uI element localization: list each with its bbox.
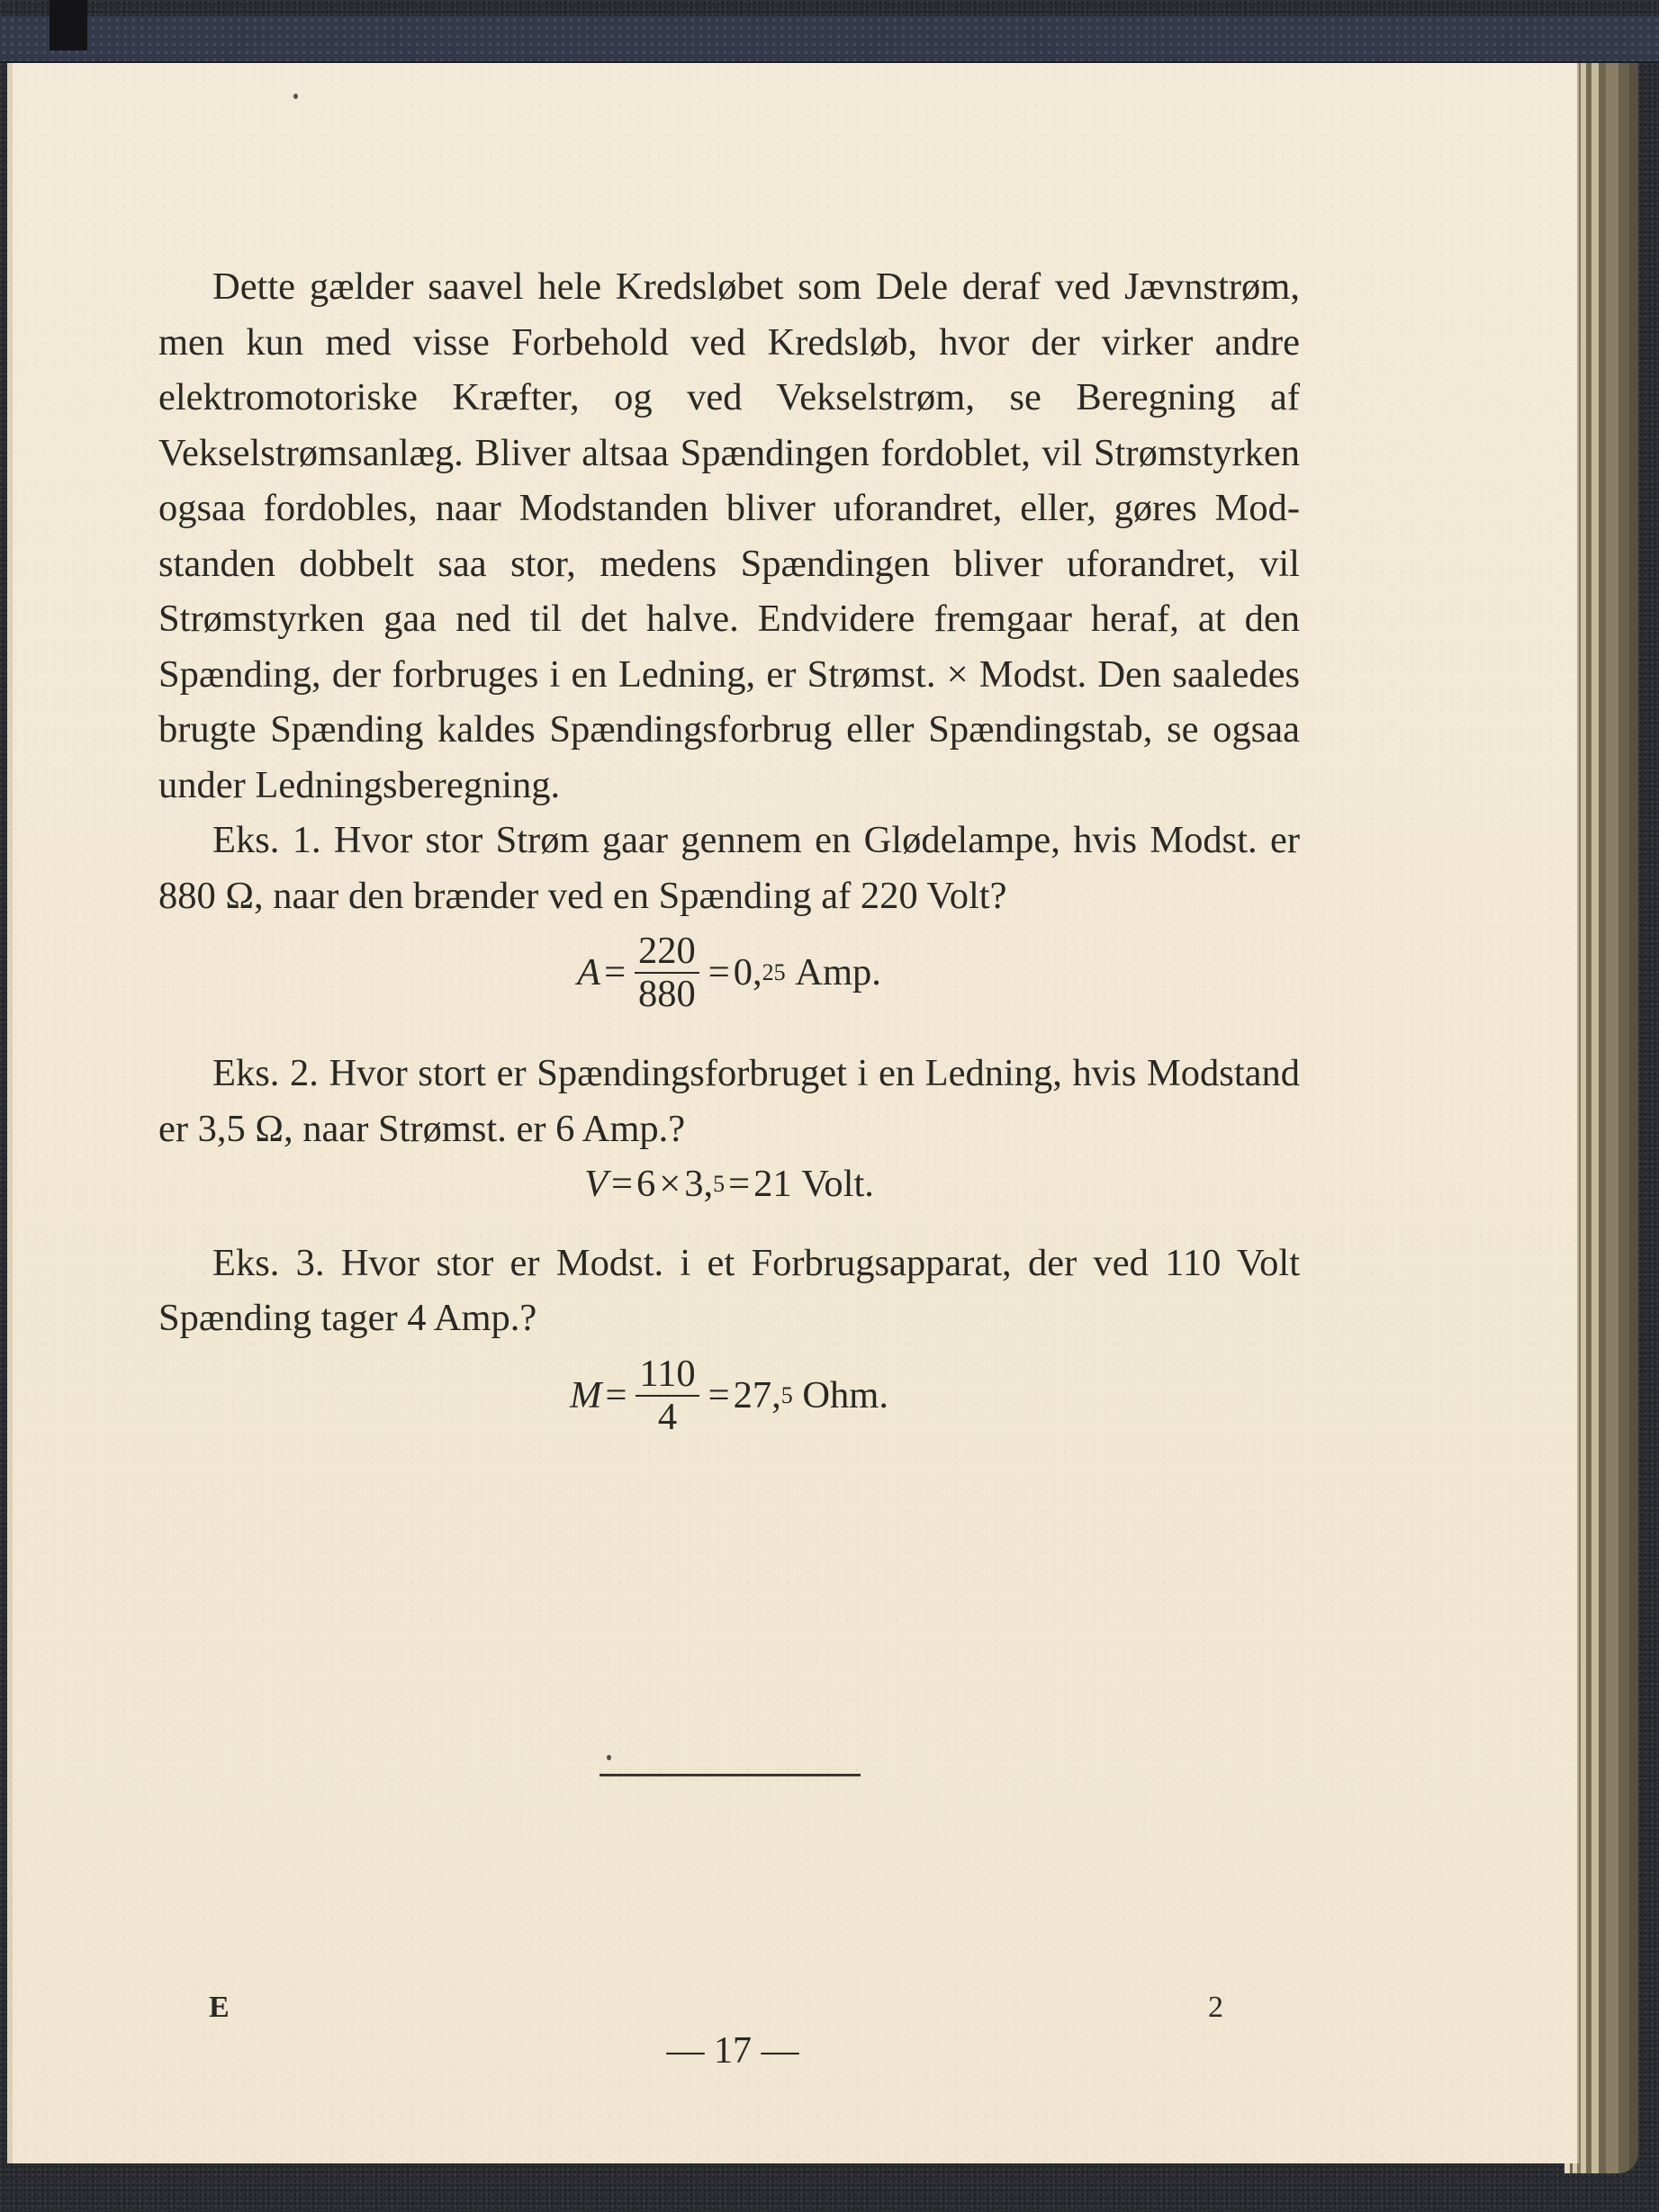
fraction-numerator: 220 (635, 931, 699, 974)
result-value: 21 (753, 1163, 792, 1205)
result-decimal: 25 (762, 959, 786, 986)
factor-1: 6 (636, 1163, 656, 1205)
fraction (635, 931, 699, 1015)
example-3-formula (158, 1346, 1300, 1445)
formula-variable: M (570, 1373, 602, 1416)
section-separator-rule (600, 1774, 861, 1776)
result-decimal: 5 (780, 1381, 793, 1408)
paper-speck (607, 1755, 611, 1760)
example-1-formula (158, 923, 1300, 1022)
printer-signature-letter: E (209, 1991, 230, 2024)
page-text-block (158, 259, 1300, 1445)
factor-2-decimal: 5 (713, 1171, 726, 1197)
paper-speck (293, 94, 298, 99)
printer-signature-number: 2 (1208, 1991, 1223, 2024)
result-integer: 27, (733, 1373, 781, 1416)
cover-binding-band (0, 16, 1659, 63)
result-unit: Ohm. (802, 1373, 888, 1416)
example-2-question: Eks. 2. Hvor stort er Spændingsforbruget i en Ledning, hvis Modstand er 3,5 Ω, naar Strømst. er 6 Amp.? (158, 1052, 1300, 1150)
equals-sign: = (611, 1163, 634, 1205)
result-integer: 0, (733, 951, 762, 994)
page-number: — 17 — (666, 2030, 799, 2072)
times-sign: × (659, 1163, 681, 1205)
result-unit: Amp. (795, 951, 881, 994)
factor-2-integer: 3, (684, 1163, 714, 1205)
equals-sign: = (708, 1373, 730, 1416)
formula-variable: V (584, 1163, 609, 1205)
example-1-question: Eks. 1. Hvor stor Strøm gaar gennem en Glødelampe, hvis Modst. er 880 Ω, naar den brænder ved en Spænding af 220 Volt? (158, 819, 1300, 917)
equals-sign: = (728, 1163, 751, 1205)
fraction (636, 1353, 699, 1438)
fraction-denominator: 880 (638, 973, 696, 1015)
fraction-numerator: 110 (636, 1353, 699, 1397)
result-unit: Volt. (801, 1163, 874, 1205)
example-2-formula (158, 1156, 1300, 1212)
example-3-question: Eks. 3. Hvor stor er Modst. i et Forbrugsapparat, der ved 110 Volt Spænding tager 4 Amp.? (158, 1241, 1300, 1339)
body-paragraph: Dette gælder saavel hele Kredsløbet som Dele deraf ved Jævnstrøm, men kun med visse Forbehold ved Kredsløb, hvor der virker andre elektromotoriske Kræfter, og ved Vekselstrøm, se Beregning af Vekselstrømsanlæg. Bliver altsaa Spændingen fordoblet, vil Strømstyrken ogsaa fordobles, naar Modstanden bliver uforandret, eller, gøres Modstanden dobbelt saa stor, medens Spændingen bliver uforandret, vil Strømstyrken gaa ned til det halve. Endvidere fremgaar heraf, at den Spænding, der forbruges i en Ledning, er Strømst. × Modst. Den saaledes brugte Spænding kaldes Spændingsforbrug eller Spændingstab, se ogsaa under Ledningsberegning. (158, 265, 1300, 806)
equals-sign: = (604, 951, 627, 994)
formula-variable: A (577, 951, 601, 994)
cover-notch (50, 0, 87, 50)
equals-sign: = (605, 1373, 627, 1416)
book-page (7, 63, 1579, 2163)
equals-sign: = (708, 951, 730, 994)
fraction-denominator: 4 (657, 1395, 678, 1438)
